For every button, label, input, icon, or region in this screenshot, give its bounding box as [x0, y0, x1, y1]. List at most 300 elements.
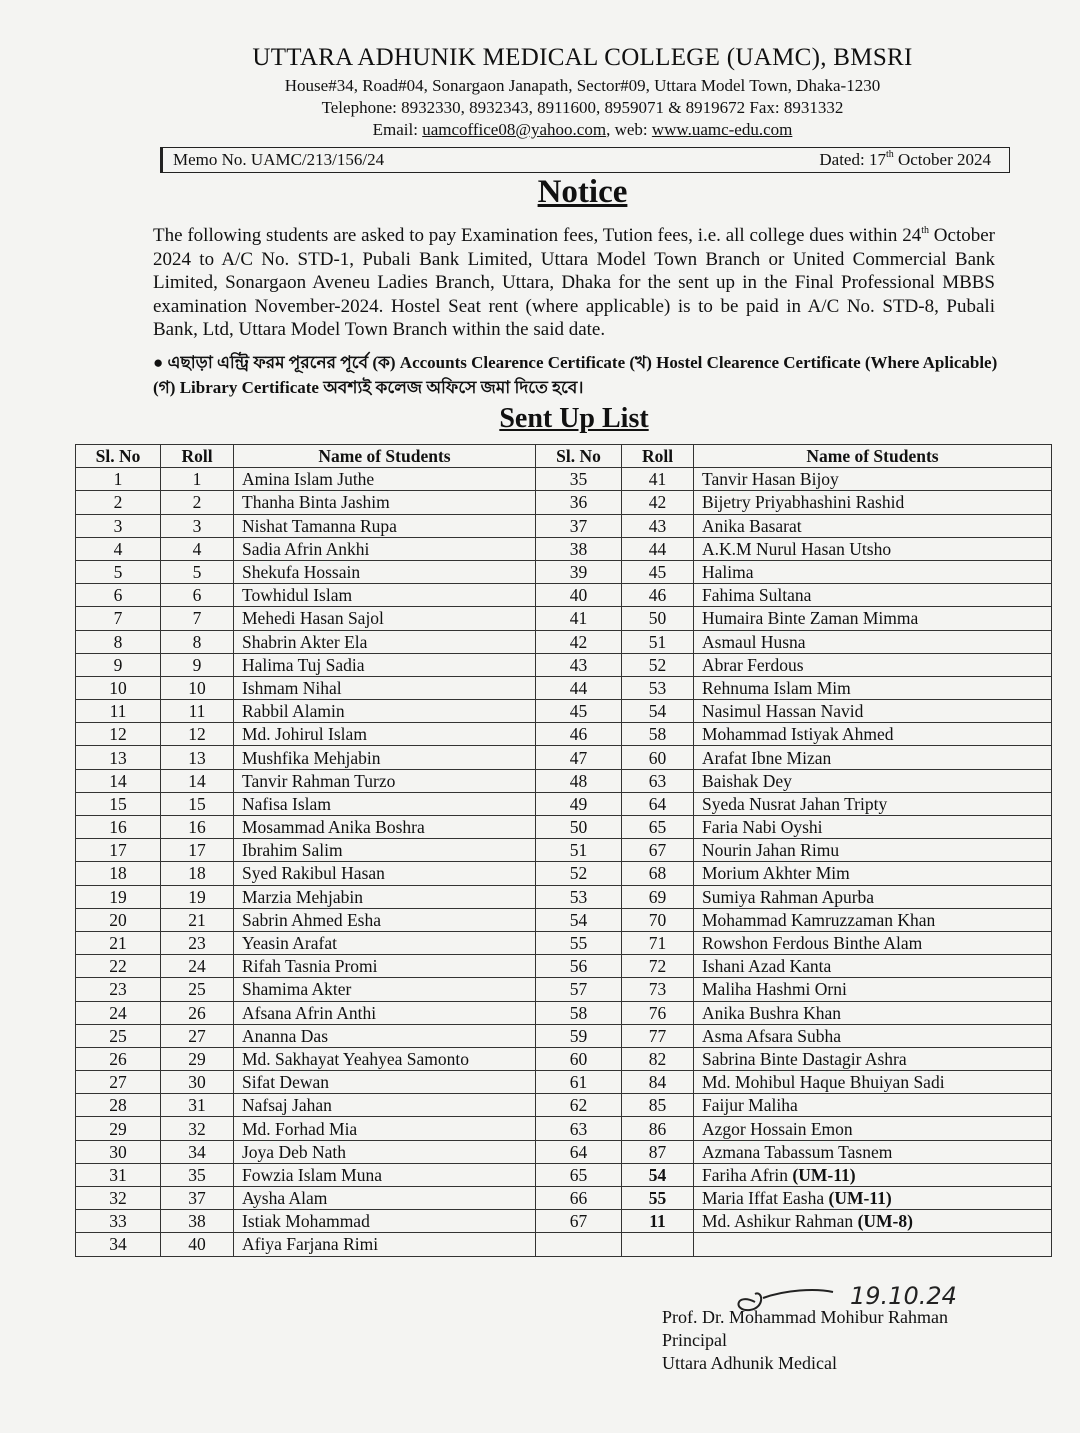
- table-row: [76, 630, 1052, 653]
- roll-cell: 37: [161, 1187, 234, 1210]
- roll-cell: 40: [161, 1233, 234, 1256]
- table-row: [76, 792, 1052, 815]
- student-name-cell: Thanha Binta Jashim: [234, 491, 536, 514]
- student-name: Azgor Hossain Emon: [702, 1118, 853, 1139]
- roll-cell: 8: [161, 630, 234, 653]
- sl-no-cell: 9: [76, 653, 161, 676]
- roll-cell: 35: [161, 1163, 234, 1186]
- roll-cell: 30: [161, 1071, 234, 1094]
- table-body: [76, 468, 1052, 1256]
- student-name: Fariha Afrin: [702, 1164, 793, 1185]
- roll-cell: 54: [622, 700, 694, 723]
- table-row: [76, 862, 1052, 885]
- sl-no-cell: 32: [76, 1187, 161, 1210]
- student-name-cell: [694, 908, 1052, 931]
- sl-no-cell: 49: [536, 792, 622, 815]
- roll-cell: 53: [622, 676, 694, 699]
- sl-no-cell: 27: [76, 1071, 161, 1094]
- header-name: Name of Students: [694, 445, 1052, 468]
- roll-cell: 50: [622, 607, 694, 630]
- student-name-cell: Shabrin Akter Ela: [234, 630, 536, 653]
- roll-cell: 52: [622, 653, 694, 676]
- roll-cell: 84: [622, 1071, 694, 1094]
- sl-no-cell: 60: [536, 1047, 622, 1070]
- table-row: [76, 1094, 1052, 1117]
- unit-tag: (UM-11): [828, 1188, 892, 1209]
- roll-cell: 86: [622, 1117, 694, 1140]
- sl-no-cell: 6: [76, 584, 161, 607]
- student-name-cell: Aysha Alam: [234, 1187, 536, 1210]
- student-name: Arafat Ibne Mizan: [702, 747, 832, 768]
- roll-cell: 51: [622, 630, 694, 653]
- sl-no-cell: 8: [76, 630, 161, 653]
- student-name-cell: [694, 1001, 1052, 1024]
- roll-cell: 3: [161, 514, 234, 537]
- header-name: Name of Students: [234, 445, 536, 468]
- student-name: Md. Mohibul Haque Bhuiyan Sadi: [702, 1072, 945, 1093]
- notice-body-part1: The following students are asked to pay Examination fees, Tution fees, i.e. all college dues within 24: [153, 225, 922, 246]
- sl-no-cell: 3: [76, 514, 161, 537]
- sl-no-cell: 24: [76, 1001, 161, 1024]
- roll-cell: 63: [622, 769, 694, 792]
- student-name: Humaira Binte Zaman Mimma: [702, 608, 919, 629]
- sl-no-cell: 17: [76, 839, 161, 862]
- sl-no-cell: 53: [536, 885, 622, 908]
- notice-title: Notice: [537, 174, 628, 210]
- roll-cell: 11: [161, 700, 234, 723]
- sl-no-cell: 2: [76, 491, 161, 514]
- sl-no-cell: 29: [76, 1117, 161, 1140]
- student-name-cell: [694, 769, 1052, 792]
- student-name-cell: [694, 1140, 1052, 1163]
- roll-cell: 11: [622, 1210, 694, 1233]
- student-name-cell: Mushfika Mehjabin: [234, 746, 536, 769]
- student-name: Mohammad Kamruzzaman Khan: [702, 909, 936, 930]
- student-name-cell: Ibrahim Salim: [234, 839, 536, 862]
- student-name-cell: Rifah Tasnia Promi: [234, 955, 536, 978]
- notice-bullet: ● এছাড়া এন্ট্রি ফরম পূরনের পূর্বে (ক) Accounts Clearence Certificate (খ) Hostel Clearence Certificate (Where Aplicable) (গ) Library Certificate অবশ্যই কলেজ অফিসে জমা দিতে হবে।: [153, 353, 998, 397]
- memo-number: Memo No. UAMC/213/156/24: [173, 150, 385, 169]
- sl-no-cell: 12: [76, 723, 161, 746]
- table-row: [76, 1071, 1052, 1094]
- table-row: [76, 1024, 1052, 1047]
- header-roll: Roll: [622, 445, 694, 468]
- student-name: Mohammad Istiyak Ahmed: [702, 724, 894, 745]
- student-name: Maria Iffat Easha: [702, 1188, 829, 1209]
- student-name-cell: [694, 1187, 1052, 1210]
- student-name: Morium Akhter Mim: [702, 863, 850, 884]
- student-name: Abrar Ferdous: [702, 654, 804, 675]
- student-name-cell: Fowzia Islam Muna: [234, 1163, 536, 1186]
- roll-cell: 1: [161, 468, 234, 491]
- student-name: Asmaul Husna: [702, 631, 806, 652]
- sl-no-cell: 38: [536, 537, 622, 560]
- roll-cell: 10: [161, 676, 234, 699]
- table-row: [76, 1117, 1052, 1140]
- student-name: Bijetry Priyabhashini Rashid: [702, 492, 905, 513]
- sl-no-cell: 40: [536, 584, 622, 607]
- table-row: [76, 560, 1052, 583]
- sent-up-table: [75, 444, 1052, 1257]
- student-name: A.K.M Nurul Hasan Utsho: [702, 538, 892, 559]
- roll-cell: 26: [161, 1001, 234, 1024]
- sl-no-cell: 65: [536, 1163, 622, 1186]
- student-name: Faijur Maliha: [702, 1095, 798, 1116]
- roll-cell: 85: [622, 1094, 694, 1117]
- student-name: Sumiya Rahman Apurba: [702, 886, 875, 907]
- sl-no-cell: 26: [76, 1047, 161, 1070]
- sl-no-cell: 7: [76, 607, 161, 630]
- sl-no-cell: 10: [76, 676, 161, 699]
- student-name-cell: [694, 537, 1052, 560]
- sl-no-cell: 23: [76, 978, 161, 1001]
- table-row: [76, 1187, 1052, 1210]
- student-name-cell: Shamima Akter: [234, 978, 536, 1001]
- roll-cell: 4: [161, 537, 234, 560]
- roll-cell: 73: [622, 978, 694, 1001]
- roll-cell: 27: [161, 1024, 234, 1047]
- student-name-cell: [694, 653, 1052, 676]
- sl-no-cell: 67: [536, 1210, 622, 1233]
- student-name-cell: [694, 560, 1052, 583]
- student-name-cell: [694, 1071, 1052, 1094]
- student-name-cell: [694, 607, 1052, 630]
- sl-no-cell: 50: [536, 816, 622, 839]
- roll-cell: 58: [622, 723, 694, 746]
- student-name-cell: [694, 862, 1052, 885]
- student-name-cell: [694, 978, 1052, 1001]
- sl-no-cell: 56: [536, 955, 622, 978]
- sl-no-cell: 28: [76, 1094, 161, 1117]
- student-name-cell: [694, 1117, 1052, 1140]
- sl-no-cell: 33: [76, 1210, 161, 1233]
- student-name-cell: Sifat Dewan: [234, 1071, 536, 1094]
- sl-no-cell: 43: [536, 653, 622, 676]
- student-name-cell: Istiak Mohammad: [234, 1210, 536, 1233]
- memo-date-prefix: Dated: 17: [819, 150, 886, 169]
- table-row: [76, 1001, 1052, 1024]
- table-row: [76, 816, 1052, 839]
- memo-date-suffix: October 2024: [893, 150, 991, 169]
- student-name-cell: [694, 885, 1052, 908]
- sl-no-cell: 35: [536, 468, 622, 491]
- table-row: [76, 607, 1052, 630]
- roll-cell: 46: [622, 584, 694, 607]
- table-row: [76, 537, 1052, 560]
- college-telephone: Telephone: 8932330, 8932343, 8911600, 8959071 & 8919672 Fax: 8931332: [321, 98, 844, 117]
- sl-no-cell: 4: [76, 537, 161, 560]
- student-name-cell: Joya Deb Nath: [234, 1140, 536, 1163]
- sl-no-cell: 1: [76, 468, 161, 491]
- table-row: [76, 1233, 1052, 1256]
- roll-cell: 44: [622, 537, 694, 560]
- student-name: Nasimul Hassan Navid: [702, 701, 864, 722]
- notice-body-part2: October 2024 to A/C No. STD-1, Pubali Bank Limited, Uttara Model Town Branch or United Commercial Bank Limited, Sonargaon Aveneu Ladies Branch, Uttara, Dhaka for the sent up in the Final Professional MBBS examination November-2024. Hostel Seat rent (where applicable) is to be paid in A/C No. STD-8, Pubali Bank, Ltd, Uttara Model Town Branch within the said date.: [153, 225, 995, 340]
- sl-no-cell: 36: [536, 491, 622, 514]
- roll-cell: 18: [161, 862, 234, 885]
- student-name-cell: [694, 1024, 1052, 1047]
- student-name-cell: Nafisa Islam: [234, 792, 536, 815]
- table-row: [76, 491, 1052, 514]
- sl-no-cell: 63: [536, 1117, 622, 1140]
- student-name-cell: [694, 491, 1052, 514]
- student-name-cell: Yeasin Arafat: [234, 931, 536, 954]
- student-name-cell: [694, 723, 1052, 746]
- student-name: Asma Afsara Subha: [702, 1025, 842, 1046]
- table-row: [76, 468, 1052, 491]
- student-name: Anika Bushra Khan: [702, 1002, 842, 1023]
- student-name-cell: [694, 1094, 1052, 1117]
- student-name: Ishani Azad Kanta: [702, 956, 832, 977]
- student-name-cell: Syed Rakibul Hasan: [234, 862, 536, 885]
- student-name-cell: [694, 1233, 1052, 1256]
- student-name-cell: Ishmam Nihal: [234, 676, 536, 699]
- table-row: [76, 839, 1052, 862]
- roll-cell: 19: [161, 885, 234, 908]
- roll-cell: 14: [161, 769, 234, 792]
- roll-cell: [622, 1233, 694, 1256]
- web-link[interactable]: www.uamc-edu.com: [651, 120, 793, 139]
- signatory-institution: Uttara Adhunik Medical: [662, 1353, 837, 1373]
- roll-cell: 31: [161, 1094, 234, 1117]
- sl-no-cell: 14: [76, 769, 161, 792]
- student-name-cell: [694, 931, 1052, 954]
- sl-no-cell: 34: [76, 1233, 161, 1256]
- roll-cell: 77: [622, 1024, 694, 1047]
- college-contact: [0, 120, 1080, 140]
- student-name: Azmana Tabassum Tasnem: [702, 1141, 893, 1162]
- sl-no-cell: 11: [76, 700, 161, 723]
- student-name-cell: [694, 1047, 1052, 1070]
- student-name: Faria Nabi Oyshi: [702, 817, 823, 838]
- table-row: [76, 1210, 1052, 1233]
- unit-tag: (UM-11): [792, 1164, 856, 1185]
- sl-no-cell: 47: [536, 746, 622, 769]
- roll-cell: 45: [622, 560, 694, 583]
- sl-no-cell: 51: [536, 839, 622, 862]
- signature-block: [662, 1306, 948, 1375]
- roll-cell: 32: [161, 1117, 234, 1140]
- table-row: [76, 1047, 1052, 1070]
- header-sl-no: Sl. No: [76, 445, 161, 468]
- sl-no-cell: 44: [536, 676, 622, 699]
- student-name-cell: [694, 584, 1052, 607]
- table-row: [76, 908, 1052, 931]
- sl-no-cell: 59: [536, 1024, 622, 1047]
- sl-no-cell: 16: [76, 816, 161, 839]
- student-name-cell: [694, 676, 1052, 699]
- student-name-cell: [694, 700, 1052, 723]
- student-name: Rowshon Ferdous Binthe Alam: [702, 933, 923, 954]
- roll-cell: 34: [161, 1140, 234, 1163]
- student-name-cell: Afsana Afrin Anthi: [234, 1001, 536, 1024]
- table-row: [76, 978, 1052, 1001]
- student-name-cell: [694, 1163, 1052, 1186]
- student-name-cell: Sadia Afrin Ankhi: [234, 537, 536, 560]
- roll-cell: 43: [622, 514, 694, 537]
- roll-cell: 42: [622, 491, 694, 514]
- student-name-cell: Nafsaj Jahan: [234, 1094, 536, 1117]
- student-name-cell: Tanvir Rahman Turzo: [234, 769, 536, 792]
- student-name: Syeda Nusrat Jahan Tripty: [702, 793, 888, 814]
- table-row: [76, 955, 1052, 978]
- roll-cell: 55: [622, 1187, 694, 1210]
- sl-no-cell: 46: [536, 723, 622, 746]
- sl-no-cell: 62: [536, 1094, 622, 1117]
- student-name-cell: Rabbil Alamin: [234, 700, 536, 723]
- student-name: Tanvir Hasan Bijoy: [702, 469, 839, 490]
- table-row: [76, 584, 1052, 607]
- student-name-cell: [694, 746, 1052, 769]
- student-name: Fahima Sultana: [702, 585, 812, 606]
- table-row: [76, 653, 1052, 676]
- table-row: [76, 931, 1052, 954]
- student-name-cell: Md. Johirul Islam: [234, 723, 536, 746]
- student-name-cell: [694, 955, 1052, 978]
- sl-no-cell: 25: [76, 1024, 161, 1047]
- notice-body: [153, 224, 995, 342]
- roll-cell: 12: [161, 723, 234, 746]
- sl-no-cell: 66: [536, 1187, 622, 1210]
- roll-cell: 25: [161, 978, 234, 1001]
- student-name-cell: [694, 630, 1052, 653]
- notice-body-sup: th: [921, 225, 929, 236]
- roll-cell: 71: [622, 931, 694, 954]
- email-link[interactable]: uamcoffice08@yahoo.com: [422, 120, 607, 139]
- roll-cell: 76: [622, 1001, 694, 1024]
- sl-no-cell: 19: [76, 885, 161, 908]
- student-name: Sabrina Binte Dastagir Ashra: [702, 1048, 907, 1069]
- student-name-cell: Towhidul Islam: [234, 584, 536, 607]
- table-row: [76, 1140, 1052, 1163]
- roll-cell: 9: [161, 653, 234, 676]
- memo-bar: [160, 147, 1010, 173]
- table-row: [76, 1163, 1052, 1186]
- student-name-cell: Ananna Das: [234, 1024, 536, 1047]
- sl-no-cell: [536, 1233, 622, 1256]
- sl-no-cell: 21: [76, 931, 161, 954]
- roll-cell: 65: [622, 816, 694, 839]
- sl-no-cell: 20: [76, 908, 161, 931]
- roll-cell: 69: [622, 885, 694, 908]
- roll-cell: 23: [161, 931, 234, 954]
- sl-no-cell: 61: [536, 1071, 622, 1094]
- sl-no-cell: 39: [536, 560, 622, 583]
- signatory-name: Prof. Dr. Mohammad Mohibur Rahman: [662, 1307, 948, 1327]
- roll-cell: 87: [622, 1140, 694, 1163]
- roll-cell: 41: [622, 468, 694, 491]
- student-name-cell: [694, 792, 1052, 815]
- sl-no-cell: 54: [536, 908, 622, 931]
- sl-no-cell: 64: [536, 1140, 622, 1163]
- student-name: Md. Ashikur Rahman: [702, 1211, 858, 1232]
- sl-no-cell: 57: [536, 978, 622, 1001]
- signature-date: 19.10.24: [850, 1282, 957, 1310]
- sl-no-cell: 42: [536, 630, 622, 653]
- student-name: Rehnuma Islam Mim: [702, 677, 851, 698]
- college-address: House#34, Road#04, Sonargaon Janapath, Sector#09, Uttara Model Town, Dhaka-1230: [284, 76, 881, 95]
- roll-cell: 67: [622, 839, 694, 862]
- student-name: Nourin Jahan Rimu: [702, 840, 840, 861]
- table-row: [76, 723, 1052, 746]
- table-row: [76, 746, 1052, 769]
- sl-no-cell: 37: [536, 514, 622, 537]
- student-name-cell: Mosammad Anika Boshra: [234, 816, 536, 839]
- memo-date: [819, 150, 991, 170]
- table-header-row: [76, 445, 1052, 468]
- roll-cell: 7: [161, 607, 234, 630]
- student-name-cell: [694, 816, 1052, 839]
- student-name: Baishak Dey: [702, 770, 792, 791]
- student-name-cell: [694, 514, 1052, 537]
- table-row: [76, 676, 1052, 699]
- email-label: Email:: [372, 120, 423, 139]
- student-name: Halima: [702, 562, 754, 583]
- student-name: Maliha Hashmi Orni: [702, 979, 847, 1000]
- student-name-cell: Afiya Farjana Rimi: [234, 1233, 536, 1256]
- student-name-cell: Sabrin Ahmed Esha: [234, 908, 536, 931]
- signatory-designation: Principal: [662, 1330, 727, 1350]
- roll-cell: 38: [161, 1210, 234, 1233]
- roll-cell: 21: [161, 908, 234, 931]
- table-row: [76, 700, 1052, 723]
- student-name-cell: Amina Islam Juthe: [234, 468, 536, 491]
- roll-cell: 54: [622, 1163, 694, 1186]
- sl-no-cell: 55: [536, 931, 622, 954]
- sl-no-cell: 52: [536, 862, 622, 885]
- roll-cell: 5: [161, 560, 234, 583]
- roll-cell: 2: [161, 491, 234, 514]
- student-name-cell: Marzia Mehjabin: [234, 885, 536, 908]
- sl-no-cell: 30: [76, 1140, 161, 1163]
- sl-no-cell: 15: [76, 792, 161, 815]
- student-name-cell: Md. Forhad Mia: [234, 1117, 536, 1140]
- sl-no-cell: 48: [536, 769, 622, 792]
- student-name-cell: Md. Sakhayat Yeahyea Samonto: [234, 1047, 536, 1070]
- roll-cell: 82: [622, 1047, 694, 1070]
- roll-cell: 68: [622, 862, 694, 885]
- roll-cell: 15: [161, 792, 234, 815]
- sl-no-cell: 41: [536, 607, 622, 630]
- roll-cell: 13: [161, 746, 234, 769]
- student-name: Anika Basarat: [702, 515, 802, 536]
- table-row: [76, 514, 1052, 537]
- unit-tag: (UM-8): [857, 1211, 913, 1232]
- roll-cell: 6: [161, 584, 234, 607]
- sl-no-cell: 31: [76, 1163, 161, 1186]
- sl-no-cell: 22: [76, 955, 161, 978]
- table-row: [76, 885, 1052, 908]
- college-name: UTTARA ADHUNIK MEDICAL COLLEGE (UAMC), BMSRI: [252, 44, 913, 71]
- web-label: , web:: [606, 120, 652, 139]
- student-name-cell: Shekufa Hossain: [234, 560, 536, 583]
- roll-cell: 72: [622, 955, 694, 978]
- sl-no-cell: 5: [76, 560, 161, 583]
- sl-no-cell: 13: [76, 746, 161, 769]
- student-name-cell: Mehedi Hasan Sajol: [234, 607, 536, 630]
- student-name-cell: [694, 1210, 1052, 1233]
- roll-cell: 64: [622, 792, 694, 815]
- roll-cell: 29: [161, 1047, 234, 1070]
- roll-cell: 17: [161, 839, 234, 862]
- roll-cell: 60: [622, 746, 694, 769]
- student-name-cell: Halima Tuj Sadia: [234, 653, 536, 676]
- student-name-cell: Nishat Tamanna Rupa: [234, 514, 536, 537]
- table-row: [76, 769, 1052, 792]
- sent-up-list-title: Sent Up List: [499, 403, 649, 434]
- roll-cell: 16: [161, 816, 234, 839]
- student-name-cell: [694, 468, 1052, 491]
